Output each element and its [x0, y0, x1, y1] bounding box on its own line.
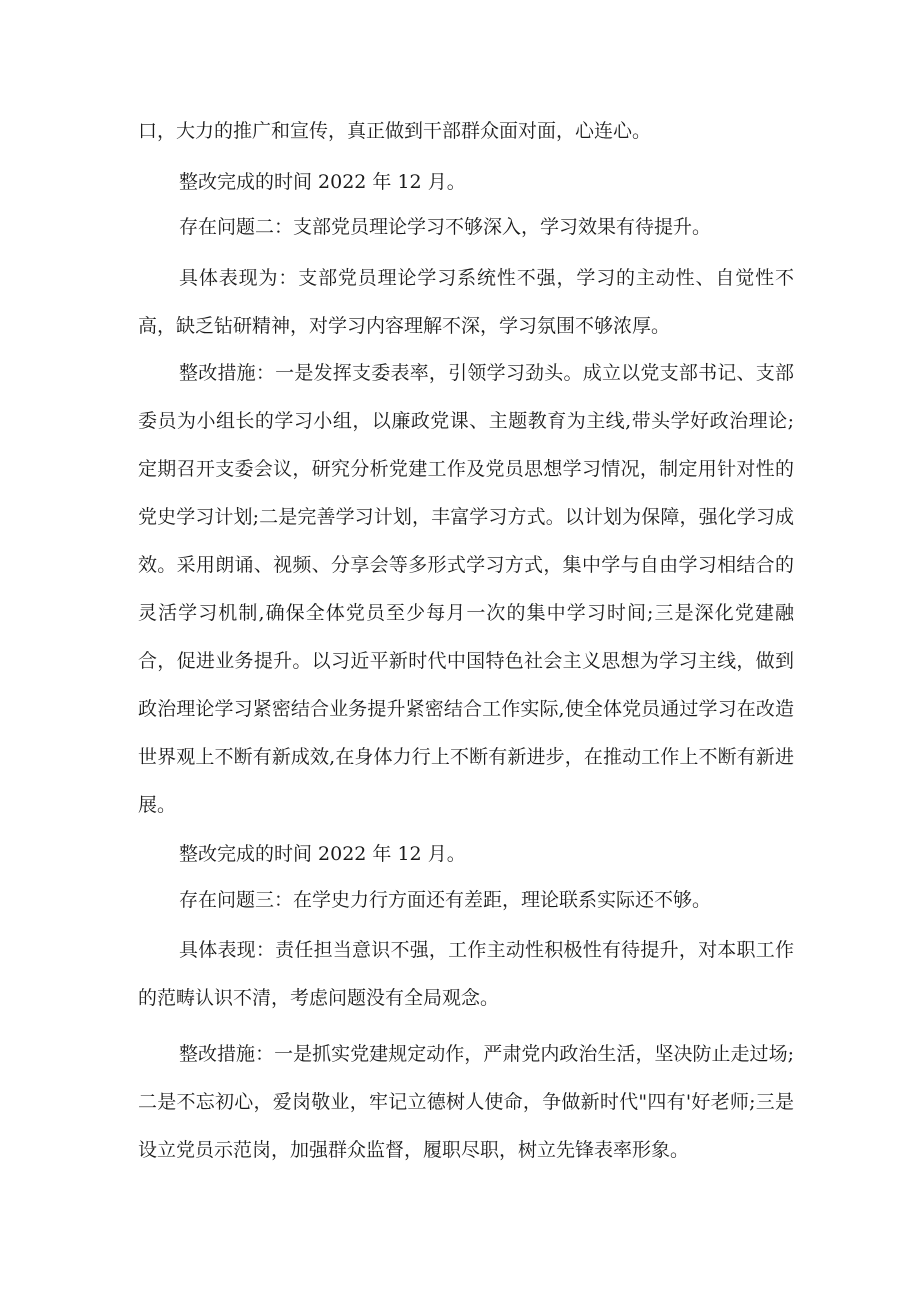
paragraph-problem-two: 存在问题二：支部党员理论学习不够深入，学习效果有待提升。 [179, 216, 712, 238]
paragraph-problem-three: 存在问题三：在学史力行方面还有差距，理论联系实际还不够。 [179, 889, 712, 911]
paragraph-manifestation-three: 具体表现：责任担当意识不强，工作主动性积极性有待提升，对本职工作的范畴认识不清，考虑问题没有全局观念。 [138, 939, 794, 1009]
paragraph-continuation: 口，大力的推广和宣传，真正做到干部群众面对面，心连心。 [138, 120, 652, 142]
paragraph-completion-time-1: 整改完成的时间 2022 年 12 月。 [179, 171, 466, 193]
paragraph-manifestation-two: 具体表现为：支部党员理论学习系统性不强，学习的主动性、自觉性不高，缺乏钻研精神，对学习内容理解不深，学习氛围不够浓厚。 [138, 267, 794, 337]
paragraph-measures-three: 整改措施：一是抓实党建规定动作，严肃党内政治生活，坚决防止走过场;二是不忘初心，爱岗敬业，牢记立德树人使命，争做新时代"四有'好老师;三是设立党员示范岗，加强群众监督，履职尽职，树立先锋表率形象。 [138, 1043, 794, 1161]
paragraph-measures-two: 整改措施：一是发挥支委表率，引领学习劲头。成立以党支部书记、支部委员为小组长的学习小组，以廉政党课、主题教育为主线,带头学好政治理论;定期召开支委会议，研究分析党建工作及党员思想学习情况，制定用针对性的党史学习计划;二是完善学习计划，丰富学习方式。以计划为保障，强化学习成效。采用朗诵、视频、分享会等多形式学习方式，集中学与自由学习相结合的灵活学习机制,确保全体党员至少每月一次的集中学习时间;三是深化党建融合，促进业务提升。以习近平新时代中国特色社会主义思想为学习主线，做到政治理论学习紧密结合业务提升紧密结合工作实际,使全体党员通过学习在改造世界观上不断有新成效,在身体力行上不断有新进步，在推动工作上不断有新进展。 [138, 362, 794, 816]
paragraph-completion-time-2: 整改完成的时间 2022 年 12 月。 [179, 843, 466, 865]
